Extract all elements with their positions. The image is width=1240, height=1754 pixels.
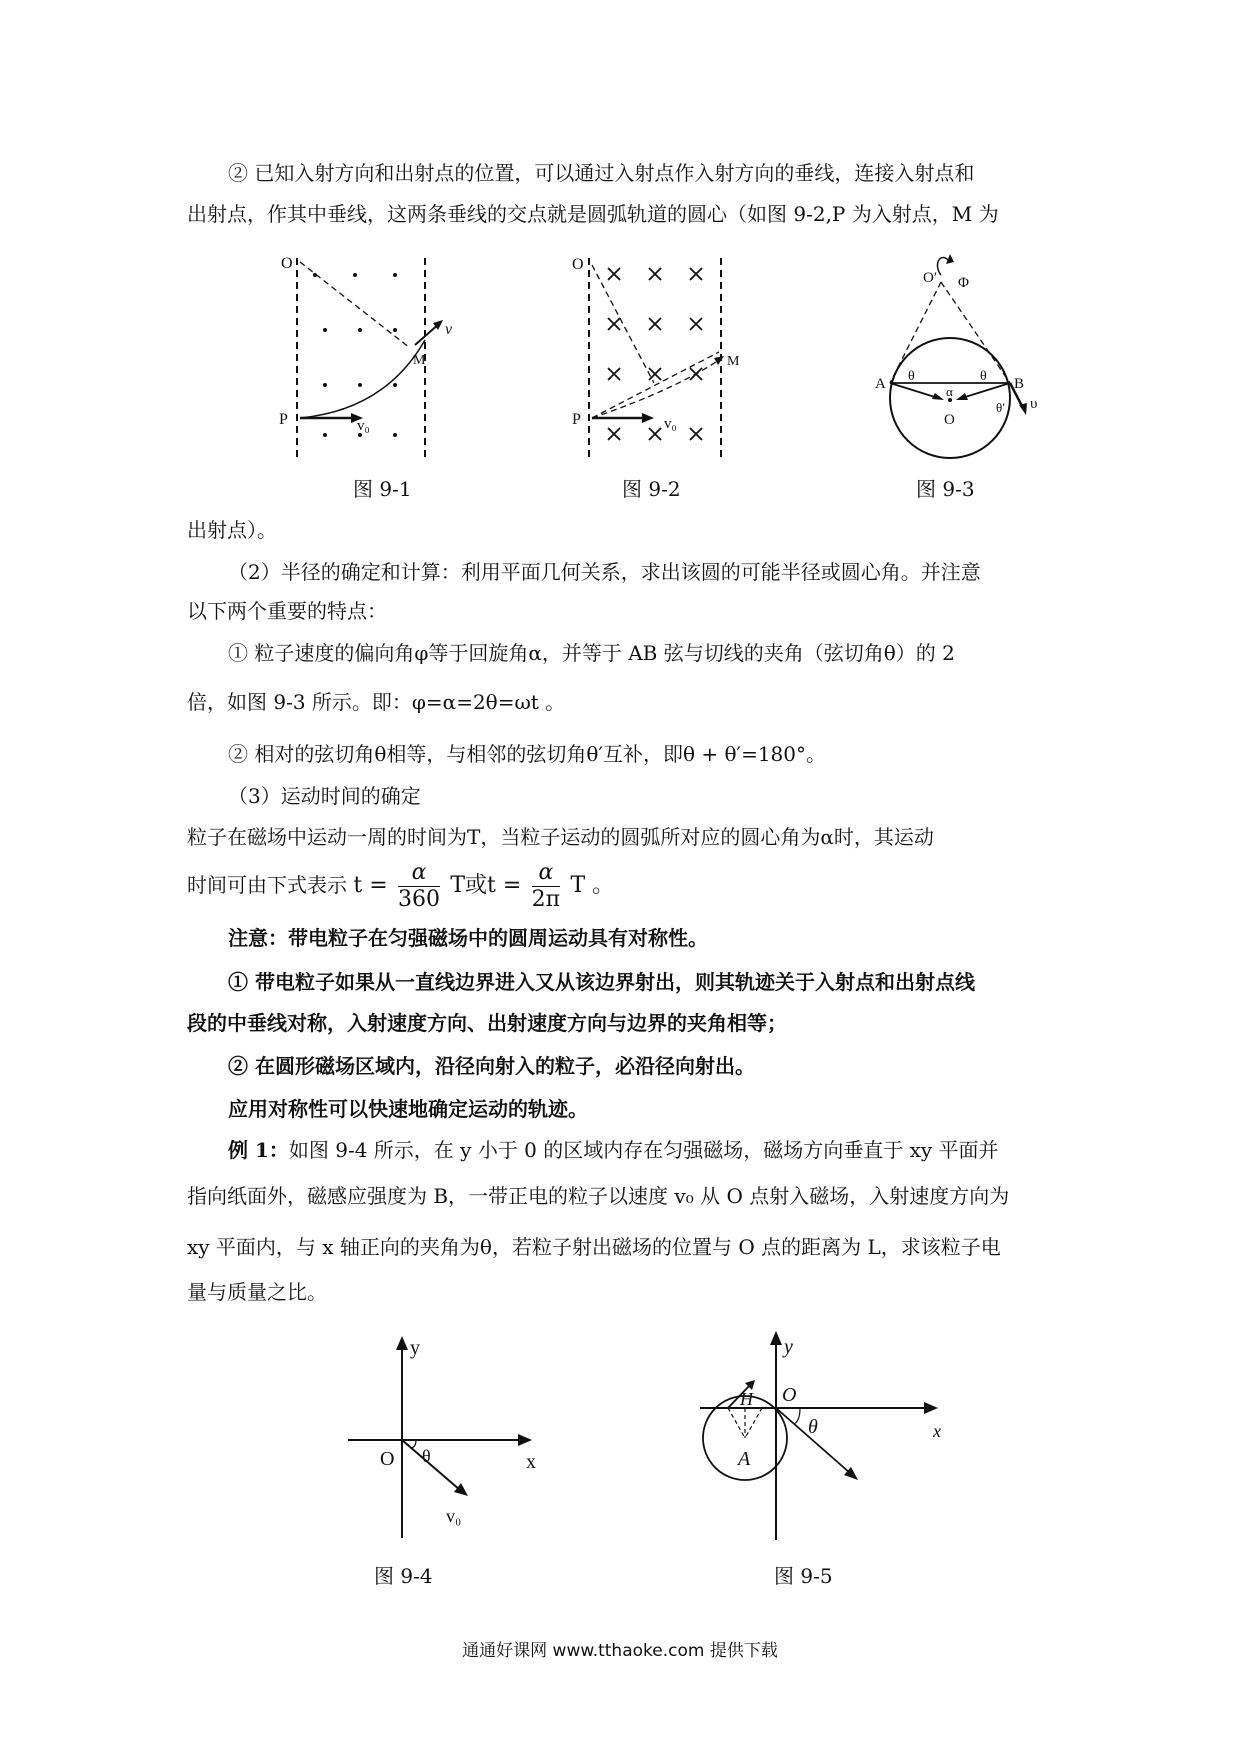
para1-line2: 出射点，作其中垂线，这两条垂线的交点就是圆弧轨道的圆心（如图 9-2,P 为入射点，M 为 bbox=[187, 202, 999, 226]
figure-9-3 bbox=[868, 250, 1068, 465]
example-line2: 指向纸面外，磁感应强度为 B，一带正电的粒子以速度 v₀ 从 O 点射入磁场，入射速度方向为 bbox=[187, 1184, 1010, 1208]
fraction2-denominator: 2π bbox=[531, 887, 561, 912]
note1-line2: 段的中垂线对称，入射速度方向、出射速度方向与边界的夹角相等； bbox=[187, 1011, 787, 1035]
fig1-caption: 图 9-1 bbox=[353, 477, 412, 501]
fig2-label-o: O bbox=[572, 256, 584, 273]
fig5-label-x: x bbox=[933, 1421, 941, 1441]
fraction-alpha-2pi bbox=[532, 860, 560, 913]
fig1-label-o: O bbox=[281, 255, 293, 272]
figure-9-4 bbox=[340, 1330, 560, 1550]
fig5-label-theta: θ bbox=[808, 1416, 818, 1438]
note1-line1: ① 带电粒子如果从一直线边界进入又从该边界射出，则其轨迹关于入射点和出射点线 bbox=[228, 970, 975, 994]
fraction2-numerator: α bbox=[532, 860, 560, 887]
fraction1-denominator: 360 bbox=[398, 887, 440, 912]
fig3-caption: 图 9-3 bbox=[916, 477, 975, 501]
formula-prefix: 时间可由下式表示 bbox=[187, 873, 347, 897]
fig3-label-theta-prime: θ′ bbox=[996, 400, 1006, 415]
fig1-label-m: M bbox=[413, 353, 426, 368]
fig3-label-oprime: O′ bbox=[923, 270, 938, 286]
para1-line3: 出射点）。 bbox=[187, 518, 277, 542]
fig3-label-phi: Φ bbox=[958, 275, 969, 291]
fig1-label-v0: v₀ bbox=[357, 418, 370, 434]
fig5-label-y: y bbox=[784, 1336, 793, 1358]
example-line1-text: 如图 9-4 所示，在 y 小于 0 的区域内存在匀强磁场，磁场方向垂直于 xy 平面并 bbox=[288, 1138, 999, 1162]
fig2-caption: 图 9-2 bbox=[622, 477, 681, 501]
fig3-label-a: A bbox=[875, 376, 886, 392]
fig1-label-p: P bbox=[279, 411, 288, 428]
fig3-label-b: B bbox=[1014, 376, 1025, 392]
para6-line1: 粒子在磁场中运动一周的时间为T，当粒子运动的圆弧所对应的圆心角为α时，其运动 bbox=[187, 825, 934, 849]
fig4-label-o: O bbox=[380, 1448, 395, 1470]
fig5-label-a: A bbox=[738, 1448, 751, 1470]
note-title: 注意：带电粒子在匀强磁场中的圆周运动具有对称性。 bbox=[228, 926, 708, 950]
fig4-caption: 图 9-4 bbox=[374, 1564, 433, 1588]
fig2-label-p: P bbox=[572, 411, 581, 428]
fig3-label-alpha: α bbox=[946, 384, 953, 399]
figure-9-5 bbox=[690, 1325, 950, 1550]
formula-end: T 。 bbox=[570, 873, 615, 898]
fig4-label-v0: v₀ bbox=[446, 1506, 462, 1526]
para2-line1: （2）半径的确定和计算：利用平面几何关系，求出该圆的可能半径或圆心角。并注意 bbox=[228, 560, 981, 584]
fig3-label-o: O bbox=[944, 412, 955, 428]
fig5-label-o: O bbox=[782, 1384, 797, 1406]
note2: ② 在圆形磁场区域内，沿径向射入的粒子，必沿径向射出。 bbox=[228, 1054, 755, 1078]
para5: （3）运动时间的确定 bbox=[228, 784, 421, 808]
figure-9-2 bbox=[574, 250, 764, 465]
fig3-label-theta-left: θ bbox=[908, 369, 915, 384]
fig2-label-v0: v₀ bbox=[664, 416, 677, 432]
figure-9-1 bbox=[279, 250, 475, 465]
fig4-label-theta: θ bbox=[422, 1446, 431, 1466]
fraction-alpha-360 bbox=[398, 860, 440, 913]
fig5-label-h: H bbox=[740, 1389, 753, 1409]
formula-line bbox=[187, 855, 614, 916]
para1-line1: ② 已知入射方向和出射点的位置，可以通过入射点作入射方向的垂线，连接入射点和 bbox=[228, 161, 975, 185]
footer: 通通好课网 www.tthaoke.com 提供下载 bbox=[462, 1641, 778, 1661]
formula-mid: T或t = bbox=[450, 873, 522, 898]
fig4-label-y: y bbox=[410, 1337, 420, 1359]
fig3-label-v: υ bbox=[1030, 396, 1038, 412]
fraction1-numerator: α bbox=[398, 860, 440, 887]
fig4-label-x: x bbox=[526, 1451, 536, 1473]
note3: 应用对称性可以快速地确定运动的轨迹。 bbox=[228, 1097, 588, 1121]
para2-line2: 以下两个重要的特点： bbox=[187, 599, 387, 623]
para3-line2: 倍，如图 9-3 所示。即：φ=α=2θ=ωt 。 bbox=[187, 690, 566, 714]
example-label: 例 1： bbox=[228, 1138, 289, 1162]
example-line1 bbox=[228, 1136, 999, 1164]
example-line3: xy 平面内，与 x 轴正向的夹角为θ，若粒子射出磁场的位置与 O 点的距离为 L，求该粒子电 bbox=[187, 1235, 1001, 1259]
example-line4: 量与质量之比。 bbox=[187, 1280, 327, 1304]
para4: ② 相对的弦切角θ相等，与相邻的弦切角θ′互补，即θ + θ′=180°。 bbox=[228, 742, 827, 766]
fig2-label-m: M bbox=[727, 354, 740, 369]
fig3-label-theta-right: θ bbox=[980, 369, 987, 384]
para3-line1: ① 粒子速度的偏向角φ等于回旋角α，并等于 AB 弦与切线的夹角（弦切角θ）的 2 bbox=[228, 641, 955, 665]
formula-t1: t = bbox=[353, 873, 388, 898]
fig1-label-v: v bbox=[445, 321, 453, 338]
fig5-caption: 图 9-5 bbox=[774, 1564, 833, 1588]
